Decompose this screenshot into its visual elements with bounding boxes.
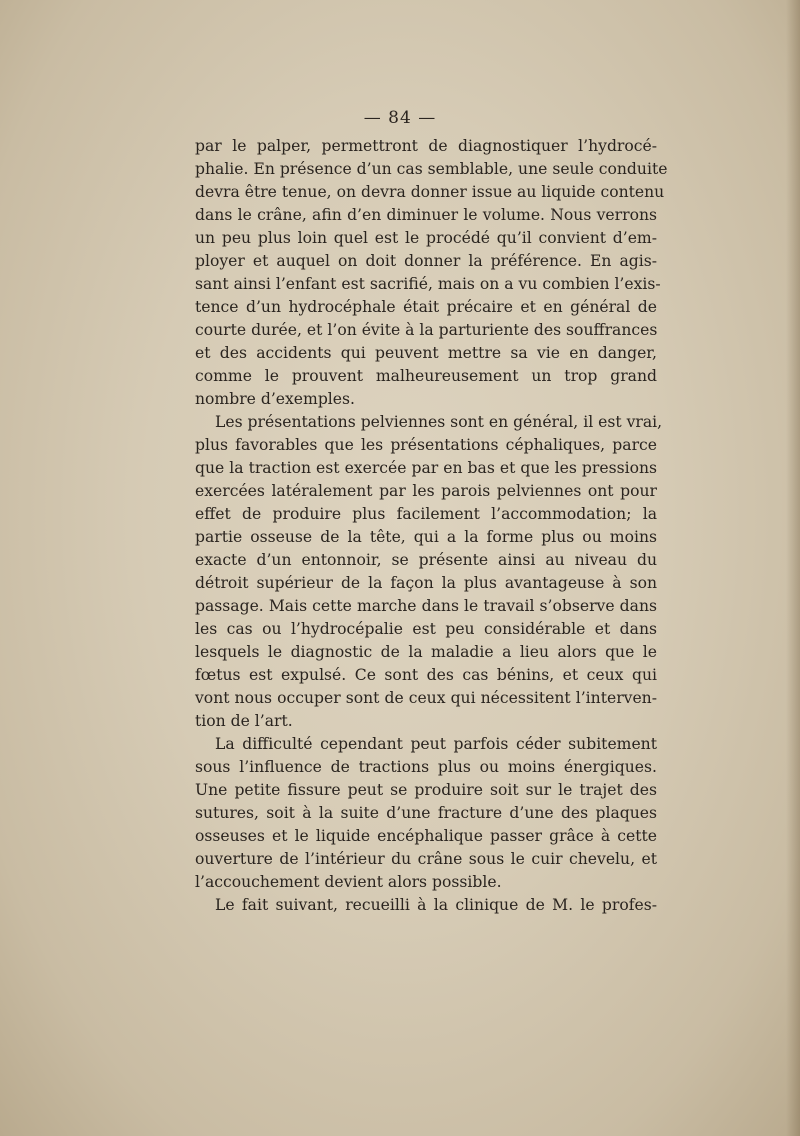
text-line: tence d’un hydrocéphale était précaire et en général de xyxy=(195,298,657,316)
text-line: effet de produire plus facilement l’accommodation; la xyxy=(195,505,657,523)
text-line: comme le prouvent malheureusement un trop grand xyxy=(195,367,657,385)
text-line: l’accouchement devient alors possible. xyxy=(195,873,502,891)
text-line: nombre d’exemples. xyxy=(195,390,355,408)
text-line: sutures, soit à la suite d’une fracture d’une des plaques xyxy=(195,804,657,822)
page-number: — 84 — xyxy=(363,108,437,128)
text-line: Le fait suivant, recueilli à la clinique de M. le profes- xyxy=(215,896,657,914)
text-line: La difficulté cependant peut parfois céder subitement xyxy=(215,735,657,753)
text-line: exercées latéralement par les parois pelviennes ont pour xyxy=(195,482,657,500)
text-line: lesquels le diagnostic de la maladie a lieu alors que le xyxy=(195,643,657,661)
text-line: que la traction est exercée par en bas et que les pressions xyxy=(195,459,657,477)
text-line: devra être tenue, on devra donner issue au liquide contenu xyxy=(195,183,665,201)
text-line: vont nous occuper sont de ceux qui nécessitent l’interven- xyxy=(195,689,657,707)
text-line: détroit supérieur de la façon la plus avantageuse à son xyxy=(195,574,657,592)
text-line: phalie. En présence d’un cas semblable, une seule conduite xyxy=(195,160,668,178)
text-line: tion de l’art. xyxy=(195,712,293,730)
text-line: sous l’influence de tractions plus ou moins énergiques. xyxy=(195,758,657,776)
text-line: dans le crâne, afin d’en diminuer le volume. Nous verrons xyxy=(195,206,657,224)
text-line: ployer et auquel on doit donner la préférence. En agis- xyxy=(195,252,657,270)
text-line: par le palper, permettront de diagnostiquer l’hydrocé- xyxy=(195,137,657,155)
page-edge-shadow xyxy=(786,0,800,1136)
text-line: osseuses et le liquide encéphalique passer grâce à cette xyxy=(195,827,657,845)
text-line: Une petite fissure peut se produire soit sur le trajet des xyxy=(195,781,657,799)
text-line: Les présentations pelviennes sont en général, il est vrai, xyxy=(215,413,663,431)
text-line: exacte d’un entonnoir, se présente ainsi au niveau du xyxy=(195,551,657,569)
text-line: les cas ou l’hydrocépalie est peu considérable et dans xyxy=(195,620,657,638)
text-line: fœtus est expulsé. Ce sont des cas bénins, et ceux qui xyxy=(195,666,657,684)
text-line: et des accidents qui peuvent mettre sa vie en danger, xyxy=(195,344,657,362)
text-line: courte durée, et l’on évite à la parturiente des souffrances xyxy=(195,321,658,339)
text-line: passage. Mais cette marche dans le travail s’observe dans xyxy=(195,597,657,615)
text-line: partie osseuse de la tête, qui a la forme plus ou moins xyxy=(195,528,657,546)
text-line: ouverture de l’intérieur du crâne sous le cuir chevelu, et xyxy=(195,850,657,868)
text-line: plus favorables que les présentations céphaliques, parce xyxy=(195,436,657,454)
text-line: un peu plus loin quel est le procédé qu’il convient d’em- xyxy=(195,229,657,247)
body-text xyxy=(195,135,668,917)
text-line: sant ainsi l’enfant est sacrifié, mais on a vu combien l’exis- xyxy=(195,275,661,293)
